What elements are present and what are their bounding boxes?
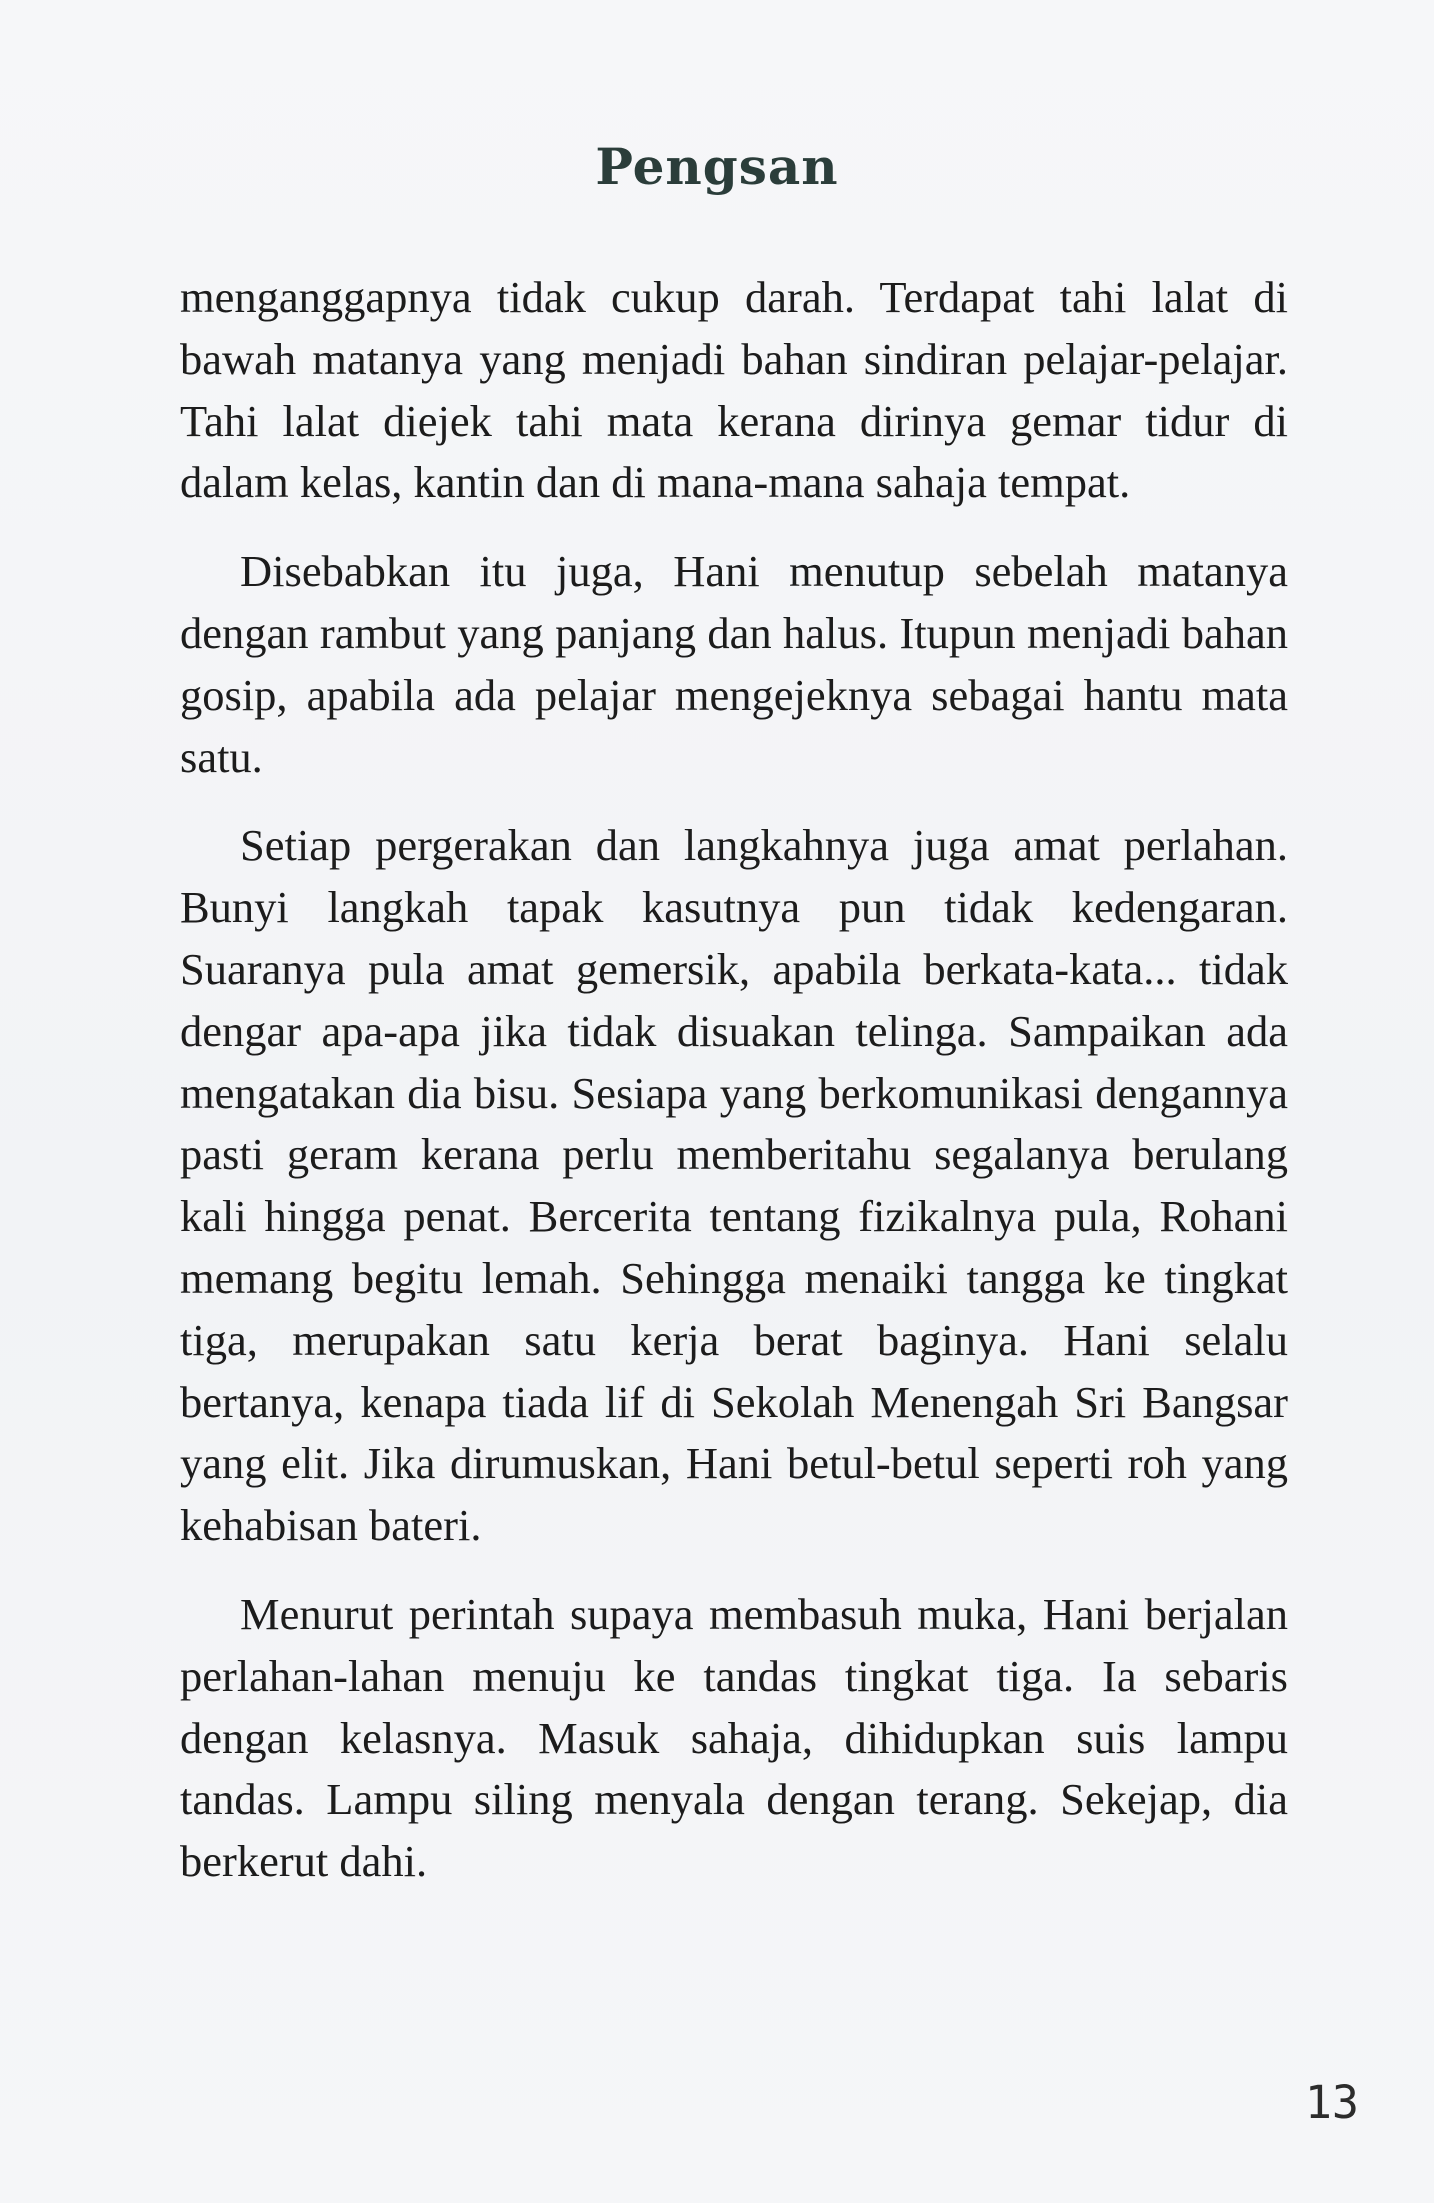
paragraph: Disebabkan itu juga, Hani menutup sebelah matanya dengan rambut yang panjang dan halus. Itupun menjadi bahan gosip, apabila ada pelajar mengejeknya sebagai hantu mata satu. bbox=[180, 546, 1288, 782]
paragraph: Setiap pergerakan dan langkahnya juga amat perlahan. Bunyi langkah tapak kasutnya pun tidak kedengaran. Suaranya pula amat gemersik, apabila berkata-kata... tidak dengar apa-apa jika tidak disuakan telinga. Sampaikan ada mengatakan dia bisu. Sesiapa yang berkomunikasi dengannya pasti geram kerana perlu memberitahu segalanya berulang kali hingga penat. Bercerita tentang fizikalnya pula, Rohani memang begitu lemah. Sehingga menaiki tangga ke tingkat tiga, merupakan satu kerja berat baginya. Hani selalu bertanya, kenapa tiada lif di Sekolah Menengah Sri Bangsar yang elit. Jika dirumuskan, Hani betul-betul seperti roh yang kehabisan bateri. bbox=[180, 820, 1288, 1551]
page-number: 13 bbox=[1304, 2076, 1359, 2129]
paragraph: Menurut perintah supaya membasuh muka, Hani berjalan perlahan-lahan menuju ke tandas tingkat tiga. Ia sebaris dengan kelasnya. Masuk sahaja, dihidupkan suis lampu tandas. Lampu siling menyala dengan terang. Sekejap, dia berkerut dahi. bbox=[180, 1588, 1288, 1887]
running-title: Pengsan bbox=[595, 137, 839, 196]
paragraph-continuation: menganggapnya tidak cukup darah. Terdapat tahi lalat di bawah matanya yang menjadi bahan sindiran pelajar-pelajar. Tahi lalat diejek tahi mata kerana dirinya gemar tidur di dalam kelas, kantin dan di mana-mana sahaja tempat. bbox=[180, 272, 1288, 508]
body-text bbox=[180, 267, 1288, 1920]
